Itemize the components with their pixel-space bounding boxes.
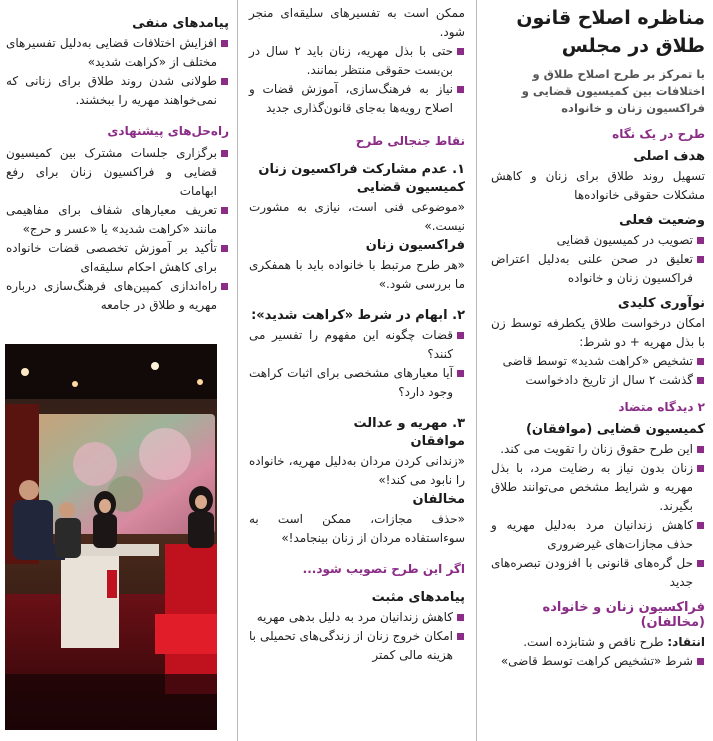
point-2-title: ۲. ابهام در شرط «کراهت شدید»:	[251, 308, 465, 323]
list-item: کاهش زندانیان مرد به‌دلیل مهریه و حذف مجازات‌های غیرضروری	[491, 516, 705, 554]
solutions-title: راه‌حل‌های پیشنهادی	[107, 124, 229, 138]
column-divider	[237, 0, 238, 741]
commission-title: کمیسیون قضایی (موافقان)	[525, 422, 705, 437]
list-item: راه‌اندازی کمپین‌های فرهنگ‌سازی درباره مهریه و طلاق در جامعه	[6, 277, 229, 315]
section-heading-glance: طرح در یک نگاه	[612, 127, 705, 141]
point-1-title: ۱. عدم مشارکت فراکسیون زنان	[258, 162, 465, 177]
list-item: نیاز به فرهنگ‌سازی، آموزش قضات و اصلاح رویه‌ها به‌جای قانون‌گذاری جدید	[249, 80, 465, 118]
current-status-list	[491, 231, 705, 288]
list-item: امکان خروج زنان از زندگی‌های تحمیلی با هزینه مالی کمتر	[249, 627, 465, 665]
main-goal-title: هدف اصلی	[633, 149, 705, 164]
critique-label: انتقاد:	[667, 635, 705, 649]
faction-title: فراکسیون زنان و خانواده (مخالفان)	[542, 600, 705, 630]
point-1-commission-label: کمیسیون قضایی	[356, 180, 465, 195]
positive-title: پیامدهای مثبت	[371, 590, 465, 605]
point-1-commission-quote: «موضوعی فنی است، نیازی به مشورت نیست.»	[249, 200, 465, 233]
solutions-list	[6, 144, 229, 315]
list-item: کاهش زندانیان مرد به دلیل بدهی مهریه	[249, 608, 465, 627]
positive-list	[249, 608, 465, 665]
innovation-text: امکان درخواست طلاق یکطرفه توسط زن با بذل مهریه + دو شرط:	[491, 316, 705, 349]
faction-list	[491, 652, 705, 671]
list-item: گذشت ۲ سال از تاریخ دادخواست	[491, 371, 705, 390]
tv-studio-photo	[5, 344, 217, 730]
innovation-title: نوآوری کلیدی	[617, 296, 705, 311]
column-divider	[476, 0, 477, 741]
column-middle	[241, 0, 473, 741]
list-item: تعریف معیارهای شفاف برای مفاهیمی مانند «کراهت شدید» یا «عسر و حرج»	[6, 201, 229, 239]
section-heading-views: ۲ دیدگاه متضاد	[618, 400, 705, 414]
current-status-title: وضعیت فعلی	[619, 213, 705, 228]
critique-line	[491, 633, 705, 652]
list-item: تأکید بر آموزش تخصصی قضات خانواده برای کاهش احکام سلیقه‌ای	[6, 239, 229, 277]
innovation-list	[491, 352, 705, 390]
list-item: برگزاری جلسات مشترک بین کمیسیون قضایی و فراکسیون زنان برای رفع ابهامات	[6, 144, 229, 201]
point-3-title: ۳. مهریه و عدالت	[353, 416, 465, 431]
point-2-list	[249, 326, 465, 402]
list-item: افزایش اختلافات قضایی به‌دلیل تفسیرهای مختلف از «کراهت شدید»	[6, 34, 229, 72]
continued-text: ممکن است به تفسیرهای سلیقه‌ای منجر شود.	[249, 6, 465, 39]
commission-list	[491, 440, 705, 592]
continued-list	[249, 42, 465, 118]
list-item: طولانی شدن روند طلاق برای زنانی که نمی‌خواهند مهریه را ببخشند.	[6, 72, 229, 110]
point-3-pro-label: موافقان	[410, 434, 465, 449]
list-item: این طرح حقوق زنان را تقویت می کند.	[491, 440, 705, 459]
studio-scene-illustration	[5, 344, 217, 730]
section-heading-controversy: نقاط جنجالی طرح	[355, 134, 465, 148]
list-item: قضات چگونه این مفهوم را تفسیر می کنند؟	[249, 326, 465, 364]
list-item: شرط «تشخیص کراهت توسط قاضی»	[491, 652, 705, 671]
main-goal-text: تسهیل روند طلاق برای زنان و کاهش مشکلات حقوقی خانواده‌ها	[491, 169, 705, 202]
list-item: حتی با بذل مهریه، زنان باید ۲ سال در بن‌بست حقوقی منتظر بمانند.	[249, 42, 465, 80]
point-1-faction-label: فراکسیون زنان	[365, 238, 465, 253]
point-1-faction-quote: «هر طرح مرتبط با خانواده باید با همفکری ما بررسی شود.»	[249, 258, 465, 291]
list-item: تشخیص «کراهت شدید» توسط قاضی	[491, 352, 705, 371]
list-item: زنان بدون نیاز به رضایت مرد، با بذل مهریه و شرایط مشخص می‌توانند طلاق بگیرند.	[491, 459, 705, 516]
critique-text: طرح ناقص و شتابزده است.	[523, 635, 664, 649]
section-heading-if-passed: اگر این طرح تصویب شود...	[302, 562, 465, 576]
list-item: تصویب در کمیسیون قضایی	[491, 231, 705, 250]
point-3-con-quote: «حذف مجازات، ممکن است به سوءاستفاده مردان از زنان بینجامد!»	[249, 512, 465, 545]
column-right	[481, 0, 713, 741]
point-3-pro-quote: «زندانی کردن مردان به‌دلیل مهریه، خانواده را نابود می کند!»	[249, 454, 465, 487]
list-item: آیا معیارهای مشخصی برای اثبات کراهت وجود دارد؟	[249, 364, 465, 402]
point-3-con-label: مخالفان	[412, 492, 465, 507]
negative-title: پیامدهای منفی	[132, 16, 229, 31]
list-item: حل گره‌های قانونی با افزودن تبصره‌های جدید	[491, 554, 705, 592]
page-title: مناظره اصلاح قانون طلاق در مجلس	[516, 7, 705, 57]
negative-list	[6, 34, 229, 110]
list-item: تعلیق در صحن علنی به‌دلیل اعتراض فراکسیون زنان و خانواده	[491, 250, 705, 288]
lead-text: با تمرکز بر طرح اصلاح طلاق و اختلافات بین کمیسیون قضایی و فراکسیون زنان و خانواده	[521, 67, 705, 115]
